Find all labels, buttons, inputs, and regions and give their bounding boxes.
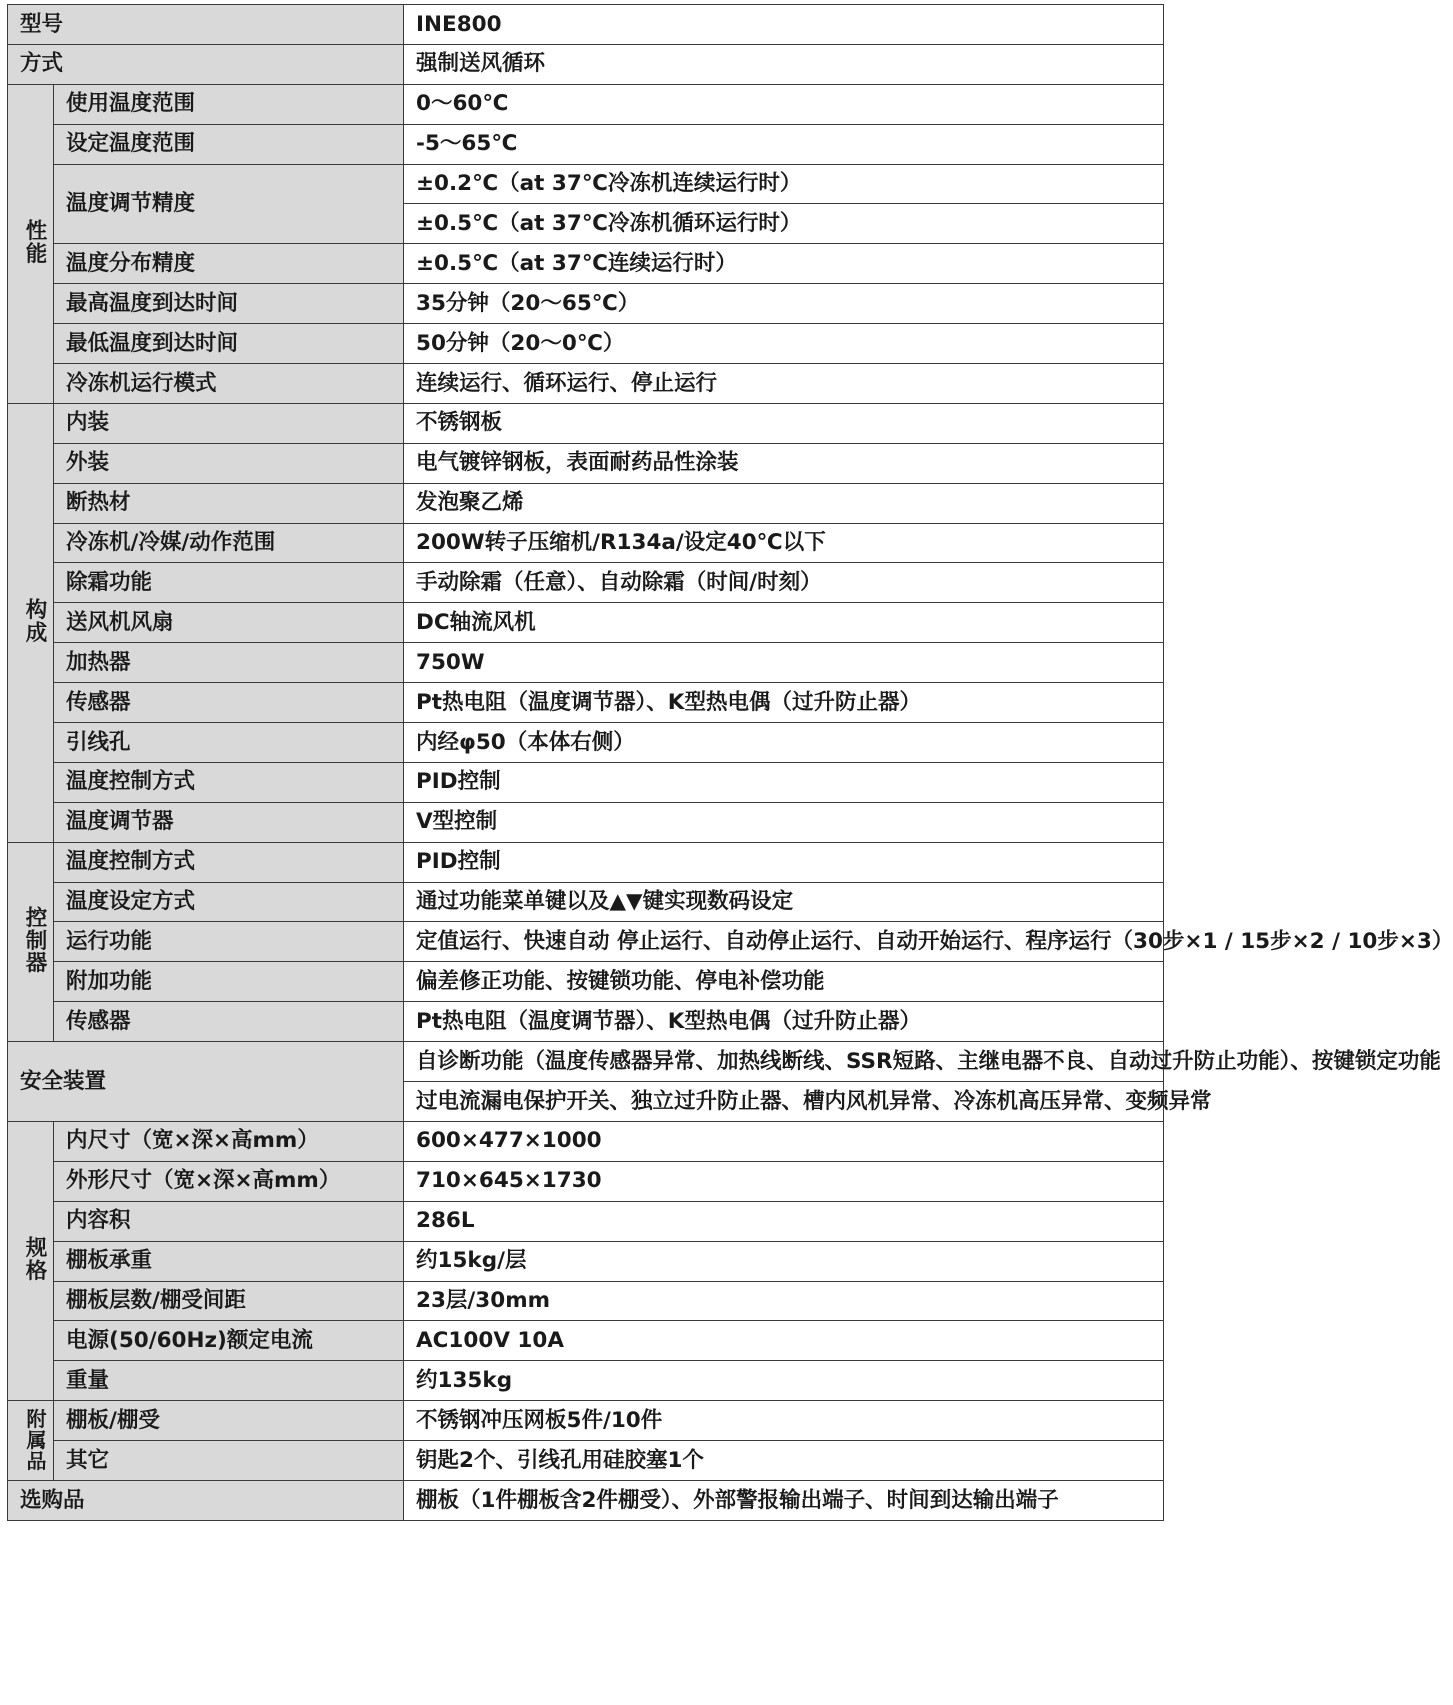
row-label: 运行功能: [54, 922, 404, 962]
row-value: ±0.2℃（at 37℃冷冻机连续运行时）: [404, 164, 1164, 204]
row-value: 50分钟（20～0℃）: [404, 324, 1164, 364]
table-row: [8, 244, 1164, 284]
table-row: [8, 882, 1164, 922]
table-row: [8, 1241, 1164, 1281]
row-value: 过电流漏电保护开关、独立过升防止器、槽内风机异常、冷冻机高压异常、变频异常: [404, 1082, 1164, 1122]
row-label: 附加功能: [54, 962, 404, 1002]
table-row: [8, 164, 1164, 204]
row-value: 约135kg: [404, 1361, 1164, 1401]
table-row: [8, 762, 1164, 802]
group-controller: 控制器: [8, 842, 54, 1041]
row-value: 偏差修正功能、按键锁功能、停电补偿功能: [404, 962, 1164, 1002]
row-value: Pt热电阻（温度调节器）、K型热电偶（过升防止器）: [404, 1002, 1164, 1042]
row-label: 重量: [54, 1361, 404, 1401]
row-label: 棚板/棚受: [54, 1401, 404, 1441]
row-value: 定值运行、快速自动 停止运行、自动停止运行、自动开始运行、程序运行（30步×1 / 15步×2 / 10步×3）: [404, 922, 1164, 962]
row-value: Pt热电阻（温度调节器）、K型热电偶（过升防止器）: [404, 683, 1164, 723]
table-row: [8, 5, 1164, 45]
row-value: 600×477×1000: [404, 1121, 1164, 1161]
row-value: 电气镀锌钢板，表面耐药品性涂装: [404, 443, 1164, 483]
row-value: -5～65℃: [404, 124, 1164, 164]
spec-table: [7, 4, 1453, 1521]
table-row: [8, 1321, 1164, 1361]
table-row: [8, 1042, 1164, 1082]
table-row: [8, 1441, 1164, 1481]
table-row: [8, 44, 1164, 84]
row-label: 内容积: [54, 1201, 404, 1241]
table-row: [8, 364, 1164, 404]
model-label: 型号: [8, 5, 404, 45]
table-row: [8, 922, 1164, 962]
row-label: 温度调节精度: [54, 164, 404, 244]
row-label: 除霜功能: [54, 563, 404, 603]
row-value: V型控制: [404, 802, 1164, 842]
row-value: 内经φ50（本体右侧）: [404, 723, 1164, 763]
table-row: [8, 802, 1164, 842]
row-value: 连续运行、循环运行、停止运行: [404, 364, 1164, 404]
row-label: 其它: [54, 1441, 404, 1481]
row-label: 最高温度到达时间: [54, 284, 404, 324]
row-value: 23层/30mm: [404, 1281, 1164, 1321]
row-label: 温度设定方式: [54, 882, 404, 922]
table-row: [8, 284, 1164, 324]
table-row: [8, 563, 1164, 603]
group-construction: 构成: [8, 403, 54, 842]
table-row: [8, 1361, 1164, 1401]
row-value: AC100V 10A: [404, 1321, 1164, 1361]
row-value: 钥匙2个、引线孔用硅胶塞1个: [404, 1441, 1164, 1481]
row-value: 手动除霜（任意）、自动除霜（时间/时刻）: [404, 563, 1164, 603]
row-label: 最低温度到达时间: [54, 324, 404, 364]
row-value: 约15kg/层: [404, 1241, 1164, 1281]
group-accessories: 附属品: [8, 1401, 54, 1481]
row-label: 温度控制方式: [54, 762, 404, 802]
table-row: [8, 523, 1164, 563]
table-row: [8, 443, 1164, 483]
row-label: 内尺寸（宽×深×高mm）: [54, 1121, 404, 1161]
row-label: 传感器: [54, 1002, 404, 1042]
row-label: 内装: [54, 403, 404, 443]
method-label: 方式: [8, 44, 404, 84]
table-row: [8, 962, 1164, 1002]
row-value: 通过功能菜单键以及▲▼键实现数码设定: [404, 882, 1164, 922]
table-row: [8, 1281, 1164, 1321]
row-label: 温度调节器: [54, 802, 404, 842]
row-label: 使用温度范围: [54, 84, 404, 124]
row-value: 286L: [404, 1201, 1164, 1241]
table-row: [8, 643, 1164, 683]
row-label: 温度控制方式: [54, 842, 404, 882]
row-value: PID控制: [404, 842, 1164, 882]
table-row: [8, 483, 1164, 523]
table-row: [8, 324, 1164, 364]
row-label: 棚板承重: [54, 1241, 404, 1281]
row-value: PID控制: [404, 762, 1164, 802]
options-value: 棚板（1件棚板含2件棚受）、外部警报输出端子、时间到达输出端子: [404, 1480, 1164, 1520]
group-performance: 性能: [8, 84, 54, 403]
model-value: INE800: [404, 5, 1164, 45]
row-label: 断热材: [54, 483, 404, 523]
row-label: 设定温度范围: [54, 124, 404, 164]
table-row: [8, 603, 1164, 643]
table-row: [8, 842, 1164, 882]
row-value: 发泡聚乙烯: [404, 483, 1164, 523]
row-value: 710×645×1730: [404, 1161, 1164, 1201]
row-value: 不锈钢板: [404, 403, 1164, 443]
row-value: 0～60℃: [404, 84, 1164, 124]
row-value: 自诊断功能（温度传感器异常、加热线断线、SSR短路、主继电器不良、自动过升防止功能）、按键锁定功能: [404, 1042, 1164, 1082]
row-label: 传感器: [54, 683, 404, 723]
table-row: [8, 683, 1164, 723]
row-label: 冷冻机/冷媒/动作范围: [54, 523, 404, 563]
row-label: 送风机风扇: [54, 603, 404, 643]
table-row: [8, 1201, 1164, 1241]
table-row: [8, 124, 1164, 164]
table-row: [8, 1480, 1164, 1520]
row-label: 冷冻机运行模式: [54, 364, 404, 404]
row-value: ±0.5℃（at 37℃冷冻机循环运行时）: [404, 204, 1164, 244]
table-row: [8, 1002, 1164, 1042]
row-label: 电源(50/60Hz)额定电流: [54, 1321, 404, 1361]
row-label: 加热器: [54, 643, 404, 683]
row-value: ±0.5℃（at 37℃连续运行时）: [404, 244, 1164, 284]
row-value: 35分钟（20～65℃）: [404, 284, 1164, 324]
group-specs: 规格: [8, 1121, 54, 1400]
safety-label: 安全装置: [8, 1042, 404, 1122]
options-label: 选购品: [8, 1480, 404, 1520]
row-value: 不锈钢冲压网板5件/10件: [404, 1401, 1164, 1441]
row-value: DC轴流风机: [404, 603, 1164, 643]
row-label: 外形尺寸（宽×深×高mm）: [54, 1161, 404, 1201]
row-label: 温度分布精度: [54, 244, 404, 284]
method-value: 强制送风循环: [404, 44, 1164, 84]
row-value: 200W转子压缩机/R134a/设定40℃以下: [404, 523, 1164, 563]
table-row: [8, 1401, 1164, 1441]
table-row: [8, 1161, 1164, 1201]
row-label: 外装: [54, 443, 404, 483]
table-row: [8, 723, 1164, 763]
row-label: 棚板层数/棚受间距: [54, 1281, 404, 1321]
table-row: [8, 1121, 1164, 1161]
row-label: 引线孔: [54, 723, 404, 763]
table-row: [8, 403, 1164, 443]
table-row: [8, 84, 1164, 124]
row-value: 750W: [404, 643, 1164, 683]
spec-table-container: [7, 4, 1453, 1521]
